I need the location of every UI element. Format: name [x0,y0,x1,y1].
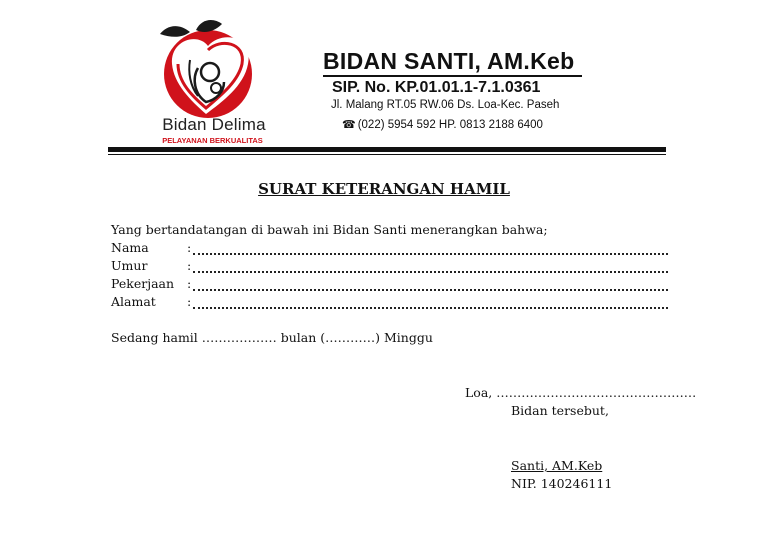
signature-place-date: Loa, ………………………………………… [465,385,697,400]
intro-text: Yang bertandatangan di bawah ini Bidan Santi menerangkan bahwa; [111,222,548,237]
field-label: Umur [111,258,148,273]
field-label: Nama [111,240,149,255]
title-underline [323,75,582,77]
logo-name: Bidan Delima [162,115,266,134]
field-colon: : [187,240,192,255]
field-row-alamat [111,294,671,311]
field-colon: : [187,258,192,273]
pregnancy-duration-line: Sedang hamil ……………… bulan (…………) Minggu [111,330,433,345]
address-line: Jl. Malang RT.05 RW.06 Ds. Loa-Kec. Paseh [331,99,560,111]
dotted-fill-line[interactable] [193,307,668,309]
field-colon: : [187,276,192,291]
field-label: Alamat [111,294,156,309]
signature-title: Bidan tersebut, [511,403,609,418]
pomegranate-mother-child-icon [150,20,275,120]
dotted-fill-line[interactable] [193,289,668,291]
phone-line [342,118,543,131]
midwife-name-title: BIDAN SANTI, AM.Keb [323,48,575,74]
field-row-nama [111,240,671,257]
header-rule-thick [108,147,666,152]
dotted-fill-line[interactable] [193,253,668,255]
field-row-umur [111,258,671,275]
header-rule-thin [108,154,666,155]
field-colon: : [187,294,192,309]
document-title: SURAT KETERANGAN HAMIL [258,180,510,198]
bidan-delima-logo [150,20,275,148]
sip-number: SIP. No. KP.01.01.1-7.1.0361 [332,79,541,96]
field-row-pekerjaan [111,276,671,293]
logo-leaf-right [196,20,222,32]
logo-tagline: PELAYANAN BERKUALITAS [162,136,263,145]
signatory-name: Santi, AM.Keb [511,458,603,473]
field-label: Pekerjaan [111,276,175,291]
dotted-fill-line[interactable] [193,271,668,273]
phone-text: (022) 5954 592 HP. 0813 2188 6400 [357,119,543,131]
telephone-icon: ☎ [342,119,356,131]
signatory-nip: NIP. 140246111 [511,476,613,491]
logo-leaf-left [160,26,190,37]
